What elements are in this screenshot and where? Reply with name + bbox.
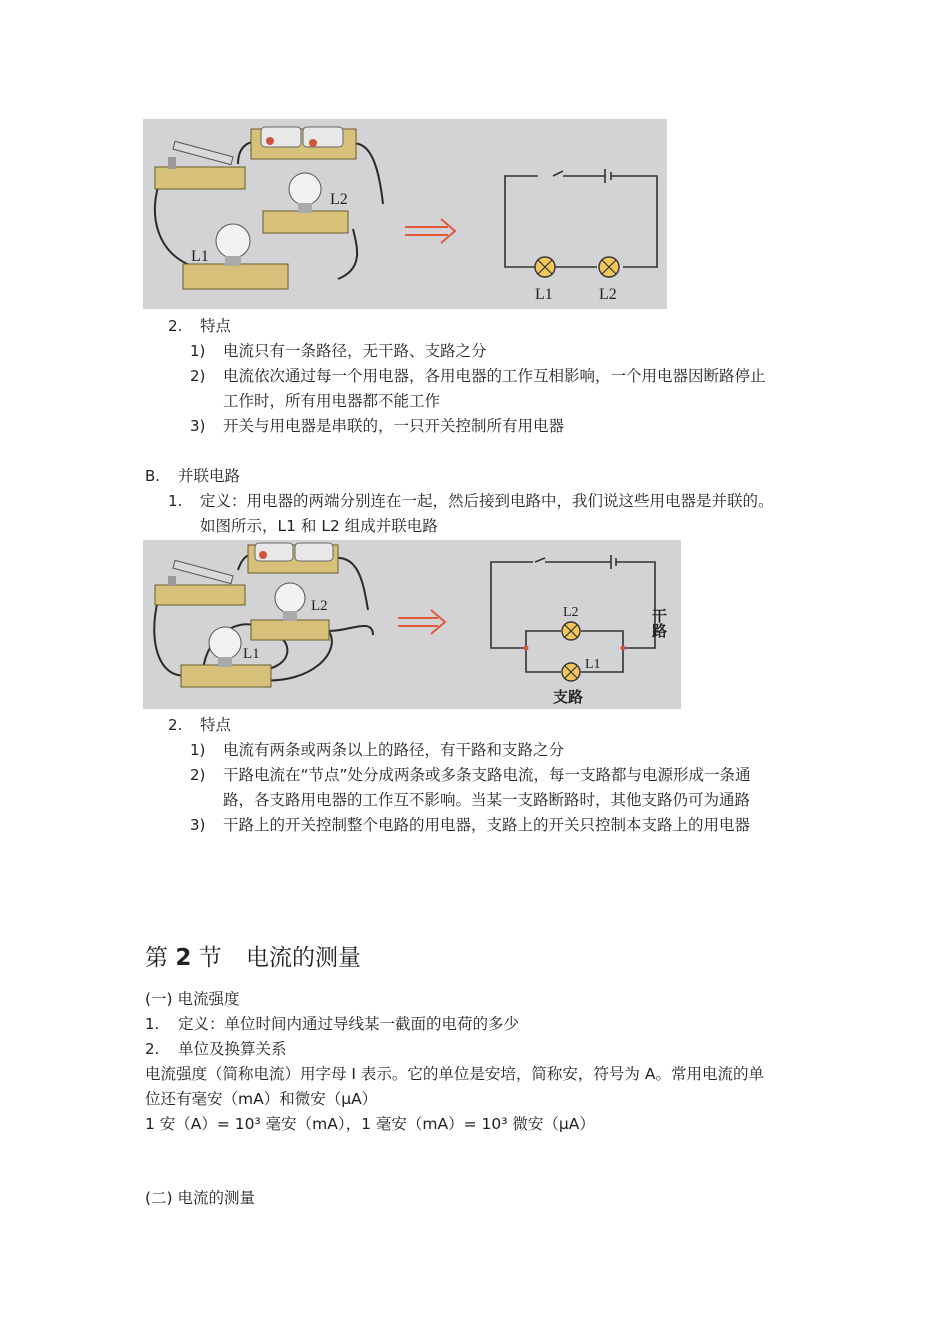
section2-heading-prefix: 第 (145, 945, 168, 971)
parallel-circuit-figure (143, 540, 681, 709)
section2-item1-num: 1. (145, 1015, 160, 1033)
series-item2-num: 2) (190, 367, 206, 385)
parallel-item1-text: 电流有两条或两条以上的路径，有干路和支路之分 (223, 741, 565, 759)
section2-sub1: (一) 电流强度 (145, 990, 240, 1008)
parallel-features-title: 特点 (200, 716, 232, 734)
fig2-main-path-label: 干路 (650, 608, 668, 638)
parallel-features-num: 2. (168, 716, 183, 734)
fig1-physical-l2: L2 (330, 191, 348, 208)
section2-item1-text: 定义：单位时间内通过导线某一截面的电荷的多少 (178, 1015, 520, 1033)
section2-heading-title: 电流的测量 (246, 945, 361, 971)
fig2-branch-label: 支路 (553, 688, 584, 706)
fig2-physical-l2: L2 (311, 598, 328, 614)
switch-board (155, 167, 245, 189)
fig2-schematic-l2: L2 (563, 605, 579, 620)
parallel-section-num: B. (145, 467, 161, 485)
section2-item2-num: 2. (145, 1040, 160, 1058)
bulb-l1-board (183, 264, 288, 289)
series-item2-text-cont: 工作时，所有用电器都不能工作 (223, 392, 441, 410)
series-item1-num: 1) (190, 342, 206, 360)
fig1-physical-l1: L1 (191, 248, 209, 265)
parallel-item3-text: 干路上的开关控制整个电路的用电器，支路上的开关只控制本支路上的用电器 (223, 816, 751, 834)
bulb-l2-board (251, 620, 329, 640)
fig2-physical-l1: L1 (243, 646, 260, 662)
parallel-def-text: 定义：用电器的两端分别连在一起，然后接到电路中，我们说这些用电器是并联的。 (200, 492, 774, 510)
section2-formula: 1 安（A）= 10³ 毫安（mA），1 毫安（mA）= 10³ 微安（μA） (145, 1115, 595, 1133)
section2-para-line1: 电流强度（简称电流）用字母 I 表示。它的单位是安培，简称安，符号为 A。常用电流的单 (145, 1065, 764, 1083)
right-double-arrow-icon (398, 610, 445, 634)
parallel-item1-num: 1) (190, 741, 206, 759)
fig2-schematic-l1: L1 (585, 657, 601, 672)
bulb-l2-board (263, 211, 348, 233)
section2-sub2: (二) 电流的测量 (145, 1189, 256, 1207)
series-features-title: 特点 (200, 317, 232, 335)
section2-heading-num: 2 (175, 945, 192, 971)
bulb-l1 (216, 224, 250, 258)
section2-heading-suffix: 节 (198, 945, 222, 971)
parallel-item2-text-cont: 路，各支路用电器的工作互不影响。当某一支路断路时，其他支路仍可为通路 (223, 791, 751, 809)
right-double-arrow-icon (405, 219, 455, 243)
parallel-item3-num: 3) (190, 816, 206, 834)
parallel-def-text-cont: 如图所示，L1 和 L2 组成并联电路 (200, 517, 438, 535)
fig1-schematic-l1: L1 (535, 286, 553, 303)
series-schematic (505, 169, 657, 267)
series-item2-text: 电流依次通过每一个用电器，各用电器的工作互相影响，一个用电器因断路停止 (223, 367, 766, 385)
bulb-l1 (209, 627, 241, 659)
parallel-def-num: 1. (168, 492, 183, 510)
series-item3-num: 3) (190, 417, 206, 435)
bulb-l2 (275, 583, 305, 613)
series-item3-text: 开关与用电器是串联的，一只开关控制所有用电器 (223, 417, 565, 435)
fig1-schematic-l2: L2 (599, 286, 617, 303)
section2-item2-text: 单位及换算关系 (178, 1040, 287, 1058)
section2-para-line2: 位还有毫安（mA）和微安（μA） (145, 1090, 378, 1108)
parallel-item2-num: 2) (190, 766, 206, 784)
series-circuit-figure (143, 119, 667, 309)
switch-board (155, 585, 245, 605)
bulb-l2 (289, 173, 321, 205)
series-features-num: 2. (168, 317, 183, 335)
series-item1-text: 电流只有一条路径，无干路、支路之分 (223, 342, 487, 360)
bulb-l1-board (181, 665, 271, 687)
parallel-section-title: 并联电路 (178, 467, 241, 485)
parallel-item2-text: 干路电流在“节点”处分成两条或多条支路电流，每一支路都与电源形成一条通 (223, 766, 751, 784)
section2-heading (145, 943, 222, 973)
